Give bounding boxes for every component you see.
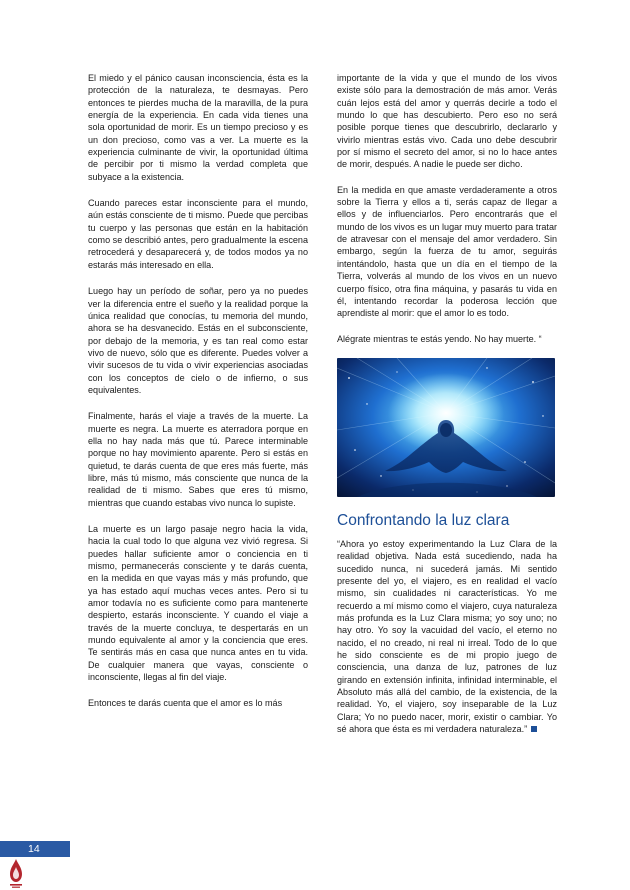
paragraph: Cuando pareces estar inconsciente para el mundo, aún estás consciente de ti mismo. Puede que percibas tu cuerpo y las personas que están en la habitación como se describió antes, pero gradualmente la escena retrocederá y desaparecerá y, de todos modos ya no estarás más interesado en ella. <box>88 198 308 270</box>
paragraph: Entonces te darás cuenta que el amor es lo más <box>88 698 283 709</box>
cosmic-image <box>337 358 555 497</box>
quote-paragraph <box>337 538 557 736</box>
paragraph: Finalmente, harás el viaje a través de la muerte. La muerte es negra. La muerte es aterradora porque en ella no hay nada más que tú. Parece interminable porque no hay movimiento aparente. Pero si estás en quietud, te darás cuenta de que eres más fuerte, más libre, más tú mismo, más consciente que nunca de la realidad de ti mismo. Sabes que eres tú mismo, mientras que cuando estabas vivo nunca lo supiste. <box>88 411 308 508</box>
logo-shape <box>7 857 25 889</box>
publisher-logo-icon <box>7 857 25 889</box>
section-heading: Confrontando la luz clara <box>337 511 510 529</box>
cosmic-light-figure-illustration <box>337 358 555 497</box>
page-number: 14 <box>28 843 40 855</box>
quote-text: “Ahora yo estoy experimentando la Luz Clara de la realidad objetiva. Nada está sucediendo, nada ha sucedido nunca, ni sucederá jamás. Mi sentido presente del yo, el viajero, es en realidad el vacío mismo, sin cualidades ni características. Yo me recuerdo a mí mismo como el viajero, cuya naturaleza más profunda es la Luz Clara misma; yo soy uno; no hay otro. Yo soy la vacuidad del vacío, el eterno no nacido, el no creado, ni real ni irreal. Todo de lo que he sido consciente es de mi propio juego de consciencia, una danza de luz, patrones de luz girando en extensión infinita, infinidad interminable, el Absoluto más allá del cambio, de la existencia, de la realidad. Yo, el viajero, soy inseparable de la Luz Clara; Yo no puedo nacer, morir, existir o cambiar. Yo sé ahora que ésta es mi verdadera naturaleza.” <box>337 538 557 735</box>
paragraph: Luego hay un período de soñar, pero ya no puedes ver la diferencia entre el sueño y la realidad porque la única realidad que conocías, tu memoria del mundo, ahora se ha desvanecido. Estás en el subconsciente, por debajo de la memoria, y es tan real como estar vivo de nuevo, sólo que es diferente. Puedes volver a vivir sucesos de tu vida o vivir experiencias asociadas con los conceptos de cielo o de infierno, o sus equivalentes. <box>88 286 308 395</box>
figure-head <box>440 423 452 437</box>
paragraph: importante de la vida y que el mundo de los vivos existe sólo para la demostración de más amor. Verás cuán lejos está del amor y querrás decirle a todo el mundo lo que has descubierto. Pero eso no será posible porque tienes que descubrirlo, declararlo y vivirlo mientras estás vivo. Cada uno debe descubrir por sí mismo el secreto del amor, si no lo hace antes de morir, después. A nadie le puede ser dicho. <box>337 73 557 170</box>
paragraph: La muerte es un largo pasaje negro hacia la vida, hacia la cual todo lo que alguna vez vivió regresa. Si puedes hallar suficiente amor o conciencia en ti mismo, permanecerás consciente y te darás cuenta, en la medida en que vayas más y más profundo, que ya has estado aquí muchas veces antes. Pero si tu amor todavía no es suficiente como para mantenerte despierto, estarás inconsciente. Y cuando el viaje a través de la muerte concluya, te despertarás en un mundo equivalente al amor y la conciencia que eres. Te sentirás más en casa que nunca antes en tu vida. De cualquier manera que vayas, consciente o inconsciente, llegas al fin del viaje. <box>88 524 308 683</box>
end-of-article-icon <box>531 726 537 732</box>
paragraph: El miedo y el pánico causan inconsciencia, ésta es la protección de la naturaleza, te desmayas. Pero entonces te pierdes mucha de la maravilla, de la pura energía de la experiencia. En cada vida tienes una sola oportunidad de morir. Es un tiempo precioso y es un don precioso, como vas a ver. La muerte es la experiencia culminante de vivir, la oportunidad última de percibir por ti mismo la verdad completa que subyace a la existencia. <box>88 73 308 182</box>
paragraph: Alégrate mientras te estás yendo. No hay muerte. “ <box>337 333 542 344</box>
paragraph: En la medida en que amaste verdaderamente a otros sobre la Tierra y ellos a ti, serás capaz de llegar a ellos y de influenciarlos. Pero encontrarás que el mundo de los vivos es un lugar muy muerto para tratar de atravesar con el mensaje del amor verdadero. Sin embargo, según la fuerza de tu amor, seguirás intentándolo, hasta que un día en el tiempo de la Tierra, volverás al mundo de los vivos en un nuevo cuerpo físico, otra fina máquina, y pasarás tu vida en él, intentando recordar la poderosa lección que aprendiste al morir: que el amor lo es todo. <box>337 184 557 319</box>
left-column <box>88 72 308 724</box>
right-column <box>337 72 557 748</box>
